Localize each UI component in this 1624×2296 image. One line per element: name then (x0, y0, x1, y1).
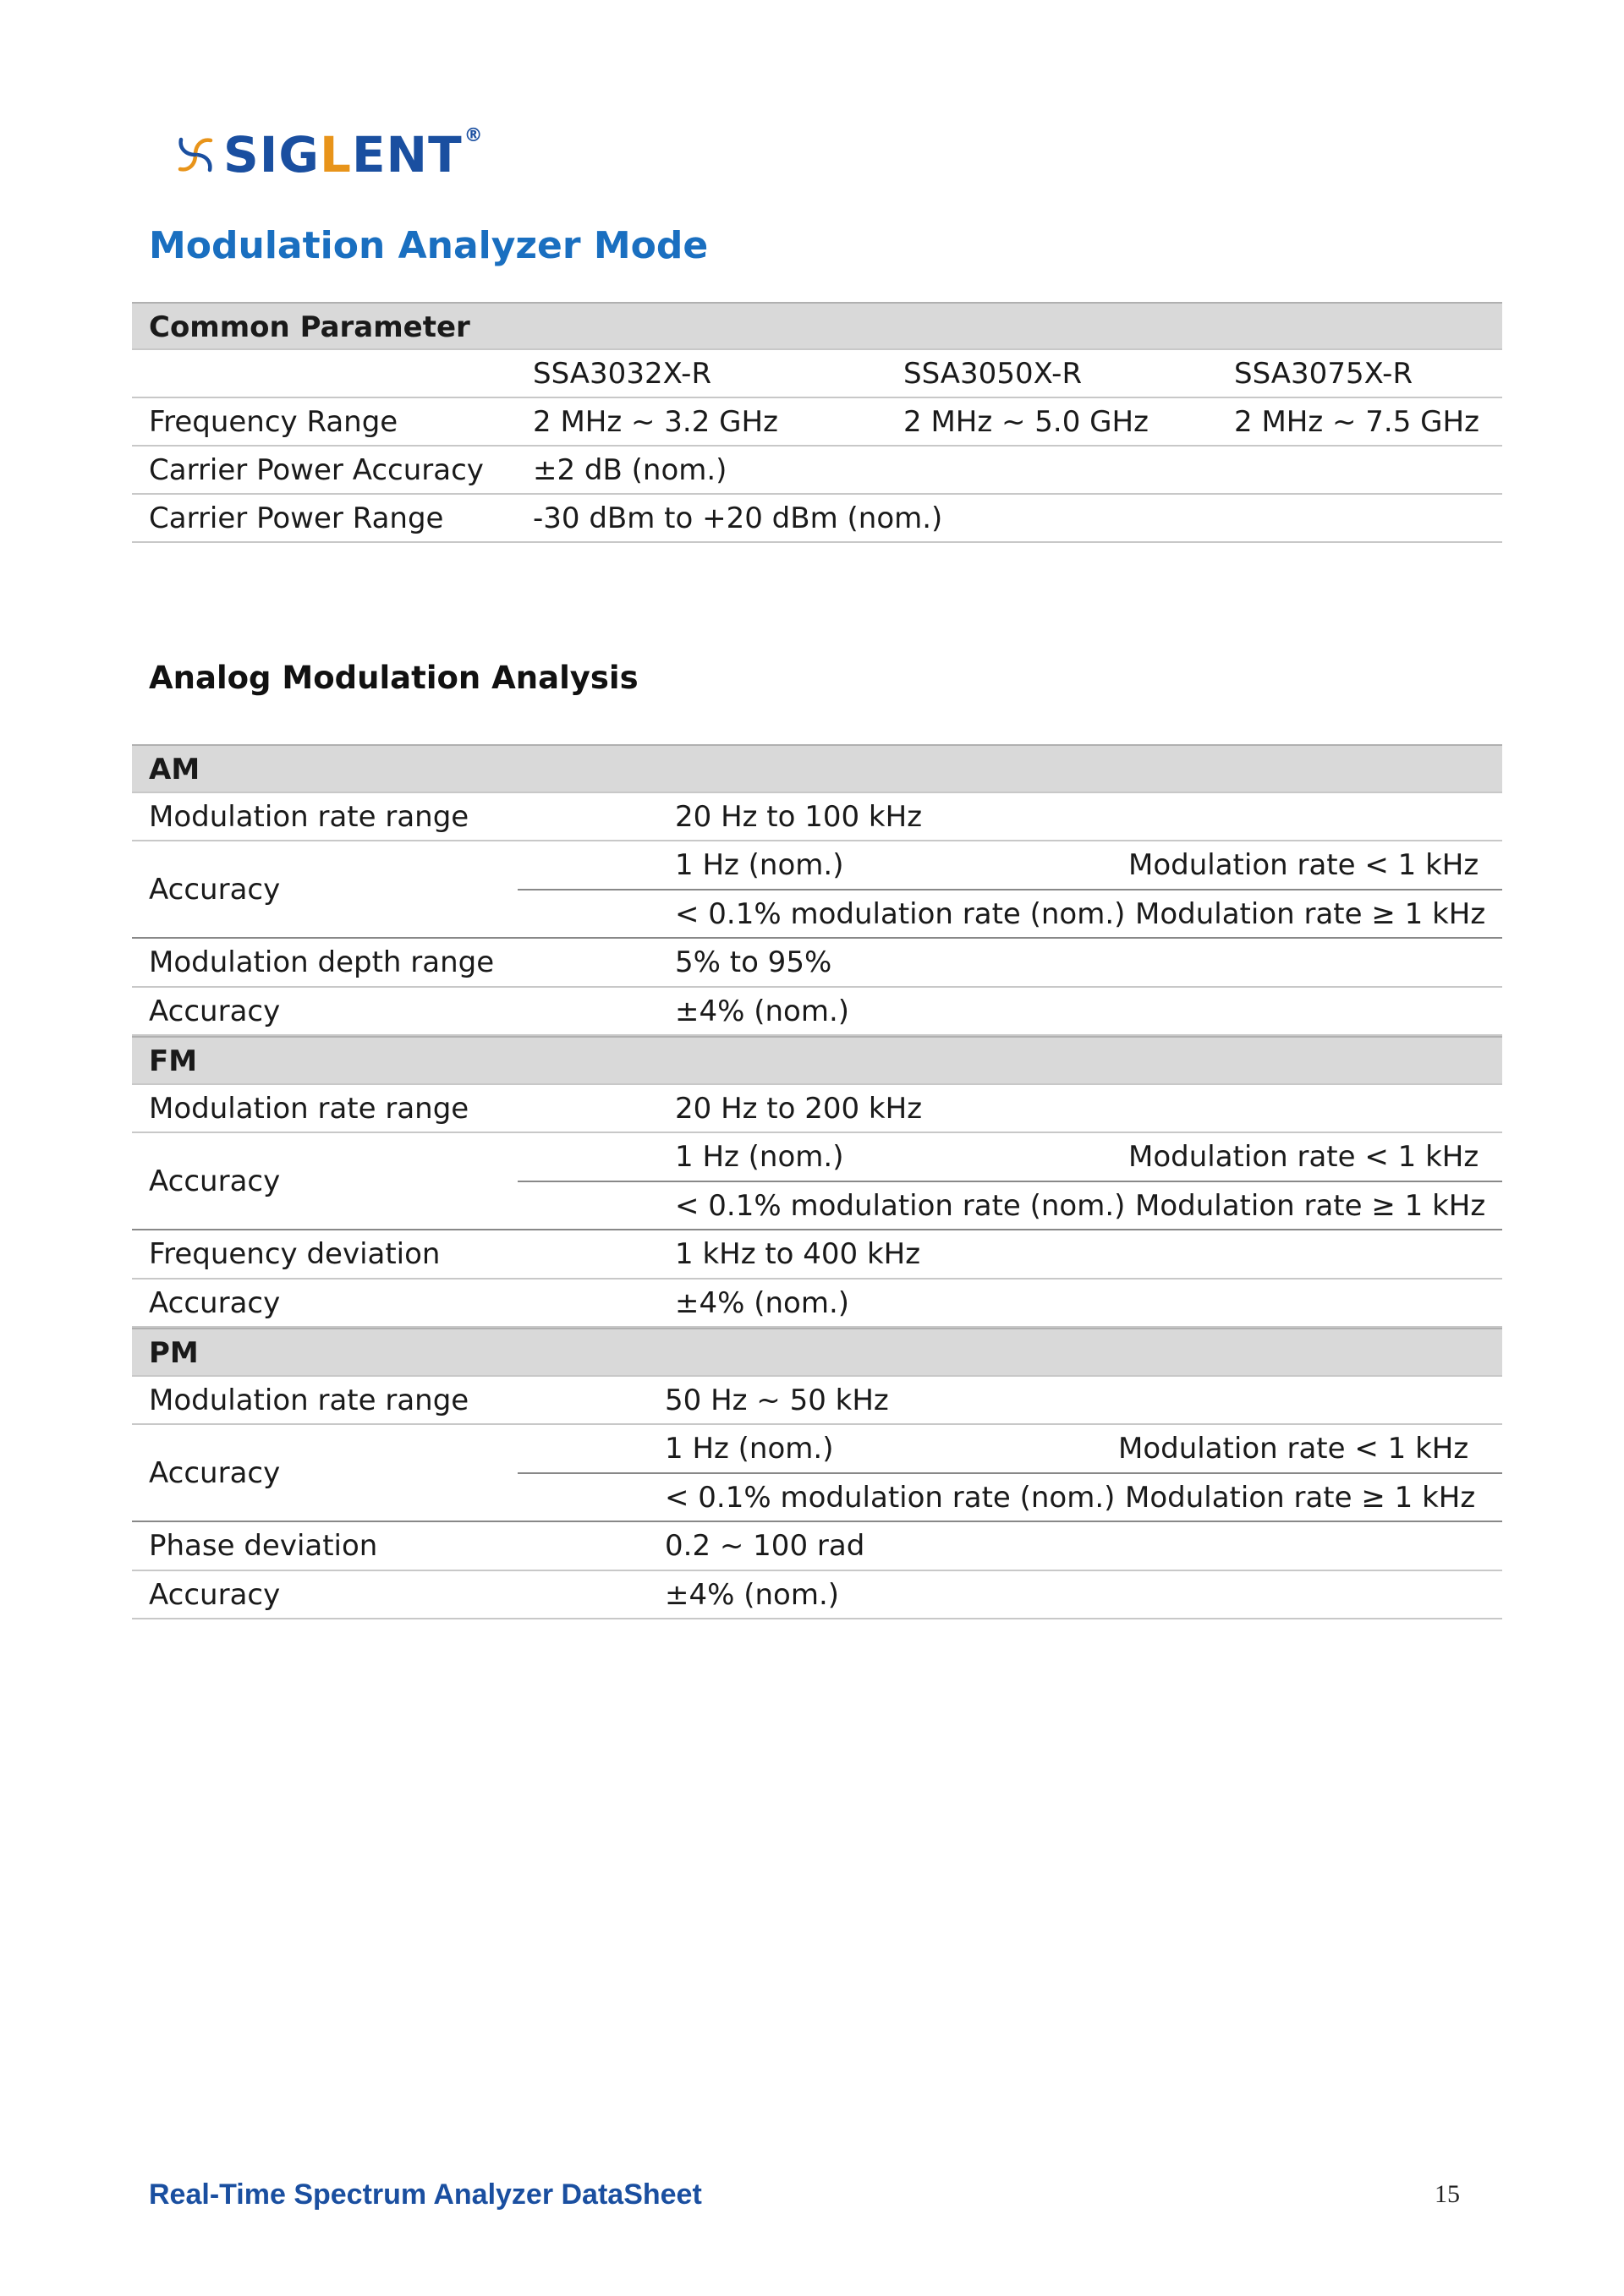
table-row (132, 1085, 1502, 1134)
param-value: ±2 dB (nom.) (533, 453, 727, 487)
table-header: PM (149, 1336, 199, 1370)
param-value: 2 MHz ~ 3.2 GHz (533, 405, 778, 439)
section-heading: Analog Modulation Analysis (149, 660, 639, 696)
param-value: 1 kHz to 400 kHz (675, 1237, 921, 1271)
param-value: ±4% (nom.) (665, 1577, 840, 1612)
param-label: Accuracy (149, 994, 281, 1028)
param-label: Accuracy (149, 1456, 281, 1490)
table-row (132, 447, 1502, 495)
table-row (132, 1522, 1502, 1571)
param-label: Modulation rate range (149, 799, 469, 834)
table-row (132, 841, 1502, 939)
analog-modulation-table (132, 744, 1502, 1619)
param-label: Accuracy (149, 1577, 281, 1612)
page-title: Modulation Analyzer Mode (149, 224, 709, 267)
table-row (132, 1571, 1502, 1620)
table-header: Common Parameter (149, 310, 470, 344)
table-row (132, 988, 1502, 1037)
table-header: AM (149, 753, 200, 786)
pm-header-row (132, 1328, 1502, 1377)
param-value: -30 dBm to +20 dBm (nom.) (533, 501, 943, 535)
model-name: SSA3050X-R (903, 357, 1083, 391)
fm-header-row (132, 1036, 1502, 1085)
table-row (132, 398, 1502, 447)
param-value: 50 Hz ~ 50 kHz (665, 1383, 889, 1417)
param-value: 20 Hz to 200 kHz (675, 1091, 923, 1126)
table-row (132, 1425, 1502, 1522)
param-value: 20 Hz to 100 kHz (675, 799, 923, 834)
param-label: Carrier Power Accuracy (149, 453, 484, 487)
am-header-row (132, 744, 1502, 793)
sub-row (518, 1182, 1502, 1231)
param-condition: Modulation rate ≥ 1 kHz (1125, 1480, 1476, 1515)
table-header: FM (149, 1044, 198, 1078)
table-row (132, 1377, 1502, 1426)
footer-title: Real-Time Spectrum Analyzer DataSheet (149, 2178, 702, 2211)
table-row (132, 350, 1502, 398)
param-condition: Modulation rate < 1 kHz (1118, 1432, 1469, 1466)
param-value: 5% to 95% (675, 945, 832, 979)
param-label: Frequency Range (149, 405, 398, 439)
param-condition: Modulation rate ≥ 1 kHz (1135, 896, 1486, 931)
sub-row (518, 1474, 1502, 1523)
table-row (132, 1280, 1502, 1329)
sub-row (518, 1425, 1502, 1474)
param-label: Modulation depth range (149, 945, 495, 979)
param-label: Frequency deviation (149, 1237, 441, 1271)
param-condition: Modulation rate < 1 kHz (1128, 1140, 1479, 1174)
param-label: Accuracy (149, 1164, 281, 1198)
table-row (132, 1230, 1502, 1280)
common-parameter-table (132, 302, 1502, 543)
table-header-row (132, 302, 1502, 350)
model-name: SSA3075X-R (1234, 357, 1413, 391)
table-row (132, 793, 1502, 842)
param-value: ±4% (nom.) (675, 1285, 850, 1320)
param-value: 1 Hz (nom.) (675, 1140, 844, 1174)
table-row (132, 1133, 1502, 1230)
param-condition: Modulation rate < 1 kHz (1128, 848, 1479, 882)
param-value: < 0.1% modulation rate (nom.) (675, 896, 1126, 931)
param-label: Modulation rate range (149, 1383, 469, 1417)
siglent-swirl-icon (173, 132, 218, 178)
siglent-logo (173, 125, 484, 184)
param-value: < 0.1% modulation rate (nom.) (665, 1480, 1116, 1515)
sub-row (518, 890, 1502, 940)
param-value: 1 Hz (nom.) (675, 848, 844, 882)
table-row (132, 495, 1502, 543)
param-label: Accuracy (149, 1285, 281, 1320)
param-condition: Modulation rate ≥ 1 kHz (1135, 1188, 1486, 1223)
sub-row (518, 1133, 1502, 1182)
param-value: 1 Hz (nom.) (665, 1432, 834, 1466)
param-value: 2 MHz ~ 7.5 GHz (1234, 405, 1479, 439)
model-name: SSA3032X-R (533, 357, 712, 391)
param-value: 2 MHz ~ 5.0 GHz (903, 405, 1149, 439)
param-value: < 0.1% modulation rate (nom.) (675, 1188, 1126, 1223)
siglent-wordmark: SIGLENT® (223, 125, 484, 184)
sub-row (518, 841, 1502, 890)
param-label: Phase deviation (149, 1529, 378, 1563)
param-label: Modulation rate range (149, 1091, 469, 1126)
page-number: 15 (1435, 2180, 1460, 2208)
param-label: Carrier Power Range (149, 501, 444, 535)
param-label: Accuracy (149, 873, 281, 907)
param-value: ±4% (nom.) (675, 994, 850, 1028)
param-value: 0.2 ~ 100 rad (665, 1529, 865, 1563)
table-row (132, 939, 1502, 988)
